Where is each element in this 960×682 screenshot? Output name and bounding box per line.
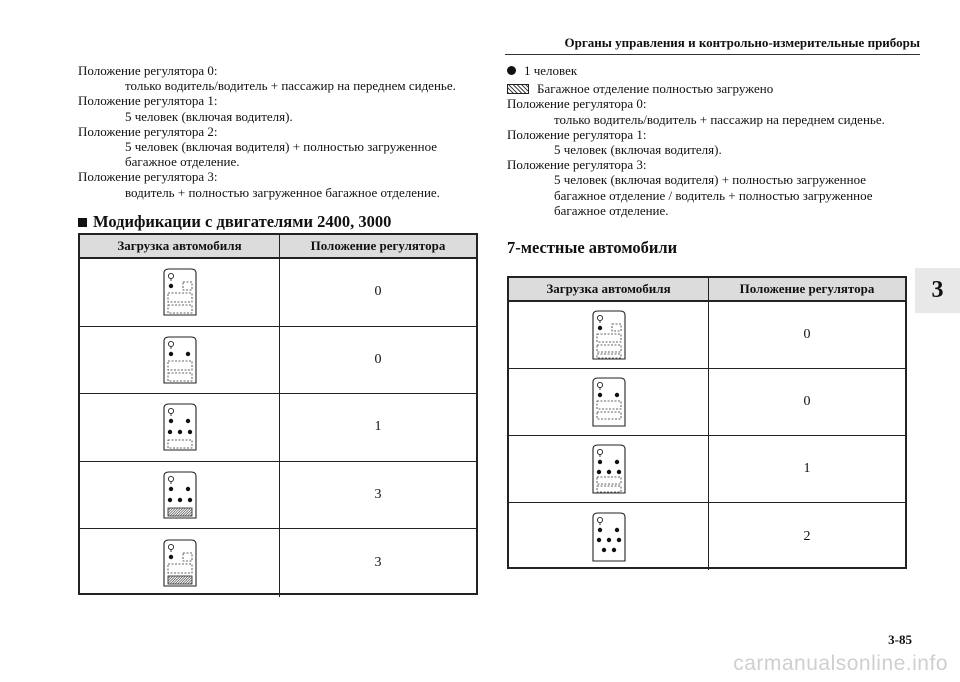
person-dot <box>596 470 600 474</box>
page-number: 3-85 <box>888 632 912 647</box>
table-row <box>80 394 476 462</box>
left-pos1-text: 5 человек (включая водителя). <box>125 108 293 124</box>
table-row <box>80 327 476 395</box>
right-description <box>507 63 907 218</box>
position-value: 0 <box>374 351 382 367</box>
section-title-7-seat <box>507 238 677 258</box>
position-value: 2 <box>803 528 811 544</box>
car-load-icon <box>162 335 198 385</box>
right-pos0-text: только водитель/водитель + пассажир на переднем сиденье. <box>554 111 885 127</box>
load-cell <box>80 462 280 529</box>
cargo-hatch-icon <box>507 84 529 94</box>
person-dot <box>187 498 191 502</box>
table-header <box>509 278 905 302</box>
person-dot <box>168 284 172 288</box>
section-title-2400-3000 <box>78 212 391 232</box>
person-dot <box>185 487 189 491</box>
right-pos1-text: 5 человек (включая водителя). <box>554 142 722 158</box>
load-cell <box>509 369 709 435</box>
section-title-text: 7-местные автомобили <box>507 238 678 257</box>
load-cell <box>509 503 709 570</box>
table-5-seat <box>78 233 478 595</box>
car-load-icon <box>591 511 627 563</box>
legend-person <box>507 63 907 78</box>
square-bullet-icon <box>78 218 87 227</box>
right-pos3-text: 5 человек (включая водителя) + полностью загруженное <box>554 172 867 188</box>
right-pos3-text-3: багажное отделение. <box>554 202 669 218</box>
load-cell <box>509 302 709 368</box>
car-load-icon <box>591 376 627 428</box>
position-value: 0 <box>374 284 382 300</box>
page-header-title: Органы управления и контрольно-измерительные приборы <box>564 35 920 50</box>
load-cell <box>80 327 280 394</box>
person-dot <box>597 393 601 397</box>
load-cell <box>509 436 709 502</box>
legend-cargo <box>507 81 907 96</box>
right-pos3-label: Положение регулятора 3: <box>507 157 647 173</box>
person-dot <box>167 430 171 434</box>
right-pos3-text-2: багажное отделение / водитель + полностью загруженное <box>554 187 873 203</box>
person-dot <box>168 487 172 491</box>
header-load: Загрузка автомобиля <box>509 278 709 300</box>
table-row <box>80 259 476 327</box>
person-dot <box>187 430 191 434</box>
watermark: carmanualsonline.info <box>733 652 948 675</box>
left-pos1-label: Положение регулятора 1: <box>78 93 218 109</box>
position-value: 3 <box>374 554 382 570</box>
table-row <box>509 302 905 369</box>
person-dot <box>167 498 171 502</box>
section-title-text: Модификации с двигателями 2400, 3000 <box>93 212 392 231</box>
left-pos2-text: 5 человек (включая водителя) + полностью загруженное <box>125 139 438 155</box>
header-load: Загрузка автомобиля <box>80 235 280 257</box>
car-load-icon <box>591 443 627 495</box>
right-pos1-label: Положение регулятора 1: <box>507 126 647 142</box>
load-cell <box>80 529 280 597</box>
person-dot <box>177 498 181 502</box>
car-load-icon <box>162 470 198 520</box>
chapter-tab: 3 <box>915 268 960 313</box>
person-dot <box>614 527 618 531</box>
right-pos0-label: Положение регулятора 0: <box>507 96 647 112</box>
person-dot <box>185 419 189 423</box>
car-load-icon <box>162 538 198 588</box>
table-row <box>509 369 905 436</box>
person-dot <box>596 537 600 541</box>
person-dot <box>168 419 172 423</box>
person-dot <box>597 527 601 531</box>
left-pos3-label: Положение регулятора 3: <box>78 169 218 185</box>
left-pos0-label: Положение регулятора 0: <box>78 63 218 78</box>
table-header <box>80 235 476 259</box>
table-row <box>80 462 476 530</box>
header-rule <box>505 54 920 55</box>
person-dot <box>614 460 618 464</box>
person-dot-icon <box>507 66 516 75</box>
person-dot <box>606 537 610 541</box>
header-position: Положение регулятора <box>739 281 875 296</box>
person-dot <box>177 430 181 434</box>
load-cell <box>80 259 280 326</box>
legend-cargo-text: Багажное отделение полностью загружено <box>537 81 774 97</box>
table-row <box>509 503 905 570</box>
table-row <box>80 529 476 597</box>
table-7-seat <box>507 276 907 569</box>
left-pos3-text: водитель + полностью загруженное багажное отделение. <box>125 184 440 200</box>
left-description <box>78 63 488 200</box>
person-dot <box>601 547 605 551</box>
position-value: 0 <box>803 327 811 342</box>
table-row <box>509 436 905 503</box>
person-dot <box>616 470 620 474</box>
person-dot <box>614 393 618 397</box>
person-dot <box>597 460 601 464</box>
person-dot <box>606 470 610 474</box>
position-value: 1 <box>374 419 382 435</box>
person-dot <box>611 547 615 551</box>
left-pos0-text: только водитель/водитель + пассажир на переднем сиденье. <box>125 78 456 94</box>
left-pos2-text-2: багажное отделение. <box>125 154 240 170</box>
car-load-icon <box>162 402 198 452</box>
person-dot <box>616 537 620 541</box>
position-value: 3 <box>374 486 382 502</box>
person-dot <box>597 326 601 330</box>
person-dot <box>185 352 189 356</box>
position-value: 0 <box>803 394 811 409</box>
legend-person-text: 1 человек <box>524 63 578 78</box>
header-position: Положение регулятора <box>310 238 446 253</box>
load-cell <box>80 394 280 461</box>
left-pos2-label: Положение регулятора 2: <box>78 123 218 139</box>
car-load-icon <box>591 309 627 361</box>
person-dot <box>168 352 172 356</box>
position-value: 1 <box>803 461 811 476</box>
car-load-icon <box>162 267 198 317</box>
person-dot <box>168 555 172 559</box>
